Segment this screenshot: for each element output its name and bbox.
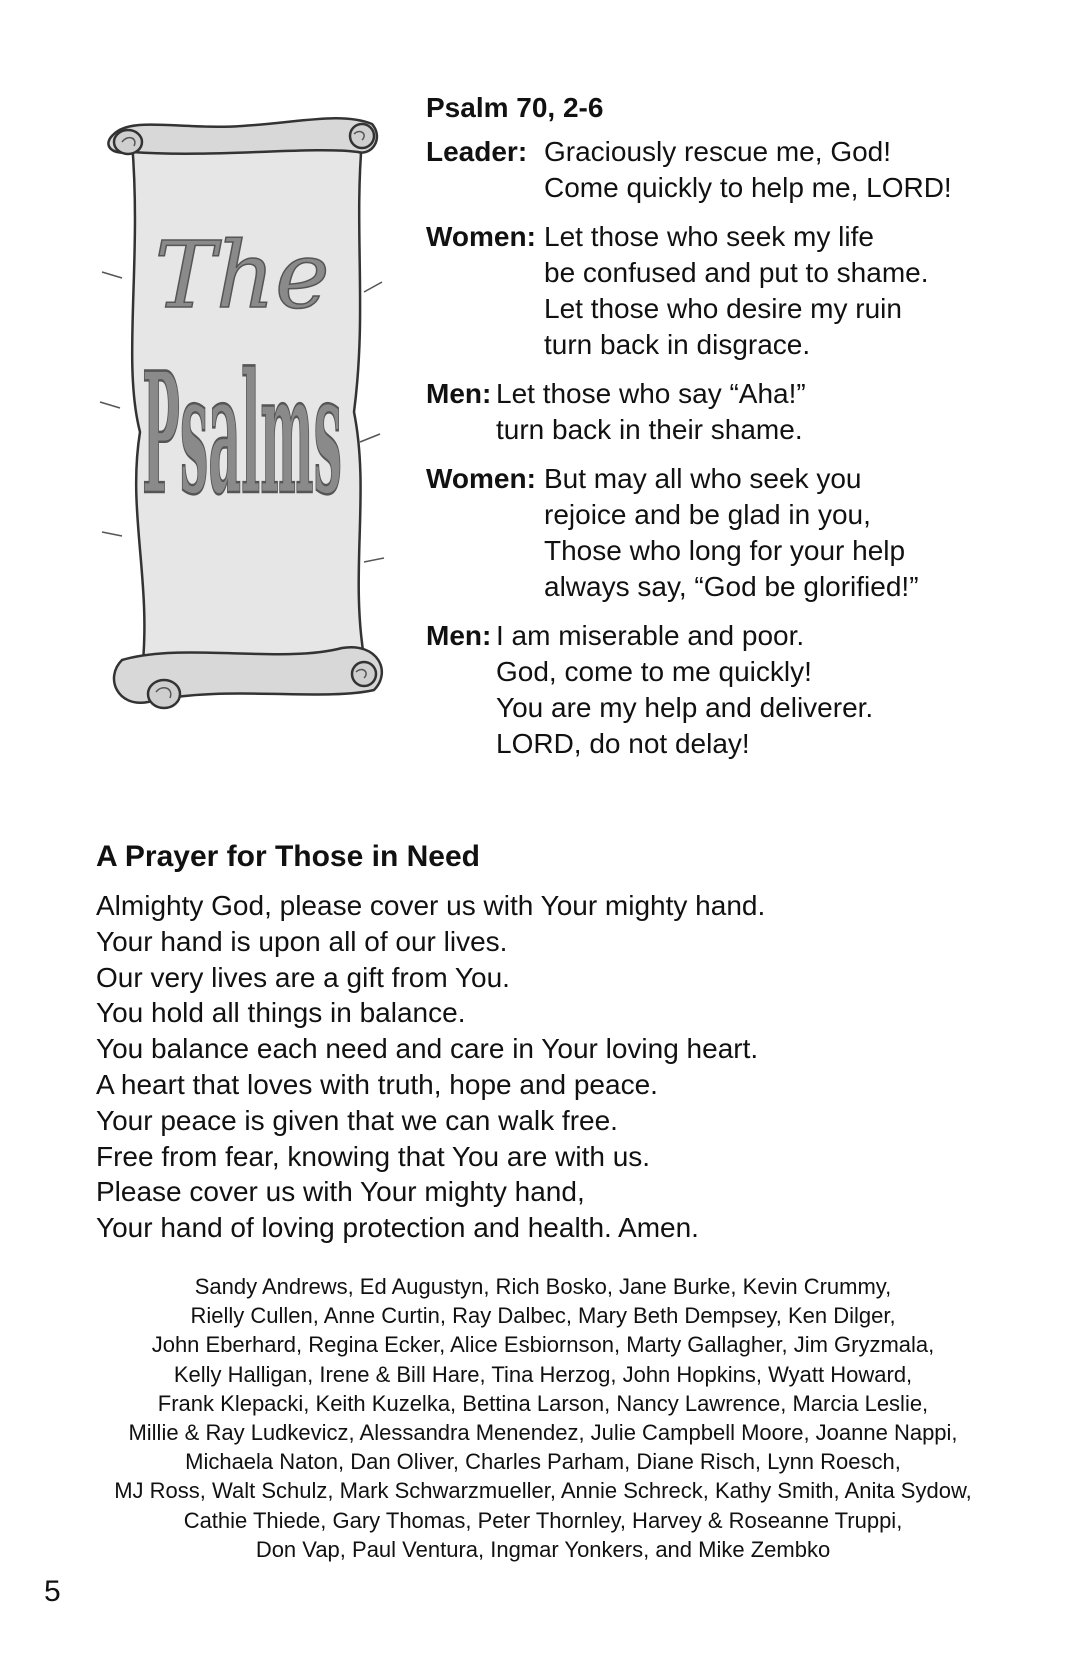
stanza-line: Come quickly to help me, LORD! — [544, 172, 952, 203]
stanza-role: Leader: — [426, 136, 528, 167]
names-line: Kelly Halligan, Irene & Bill Hare, Tina Herzog, John Hopkins, Wyatt Howard, — [173, 1361, 913, 1387]
stanza-line: LORD, do not delay! — [496, 728, 750, 759]
prayer-line: Your hand of loving protection and health. Amen. — [96, 1212, 699, 1244]
scroll-title-psalms: Psalms — [142, 337, 342, 533]
stanza-line: Those who long for your help — [544, 535, 906, 566]
prayer-line: Your peace is given that we can walk free. — [96, 1104, 618, 1136]
stanza-women — [426, 461, 1066, 605]
stanza-line: God, come to me quickly! — [496, 656, 812, 687]
stanza-line: be confused and put to shame. — [544, 257, 929, 288]
stanza-role: Women: — [426, 221, 536, 252]
prayer-line: A heart that loves with truth, hope and peace. — [96, 1068, 658, 1100]
stanza-line: Graciously rescue me, God! — [544, 136, 892, 167]
stanza-men — [426, 618, 1066, 762]
prayer-line: Please cover us with Your mighty hand, — [96, 1176, 585, 1208]
stanza-line: Let those who seek my life — [544, 221, 874, 252]
prayer-names-list — [40, 1272, 1046, 1564]
stanza-line: always say, “God be glorified!” — [544, 571, 919, 602]
prayer-line: Almighty God, please cover us with Your mighty hand. — [96, 890, 766, 921]
stanza-line: Let those who say “Aha!” — [496, 378, 806, 409]
stanza-leader — [426, 134, 1066, 206]
names-line: Rielly Cullen, Anne Curtin, Ray Dalbec, Mary Beth Dempsey, Ken Dilger, — [190, 1303, 896, 1329]
names-line: John Eberhard, Regina Ecker, Alice Esbiornson, Marty Gallagher, Jim Gryzmala, — [151, 1332, 935, 1358]
names-line: Sandy Andrews, Ed Augustyn, Rich Bosko, Jane Burke, Kevin Crummy, — [194, 1274, 892, 1299]
psalm-reading — [426, 90, 1066, 775]
stanza-men — [426, 376, 1066, 448]
stanza-role: Men: — [426, 378, 492, 409]
names-line: Frank Klepacki, Keith Kuzelka, Bettina Larson, Nancy Lawrence, Marcia Leslie, — [157, 1390, 929, 1416]
names-line: MJ Ross, Walt Schulz, Mark Schwarzmueller, Annie Schreck, Kathy Smith, Anita Sydow, — [114, 1478, 972, 1504]
stanza-line: rejoice and be glad in you, — [544, 499, 871, 530]
stanza-line: turn back in their shame. — [496, 414, 803, 445]
stanza-line: You are my help and deliverer. — [496, 692, 874, 723]
names-line: Michaela Naton, Dan Oliver, Charles Parham, Diane Risch, Lynn Roesch, — [185, 1449, 901, 1475]
names-line: Cathie Thiede, Gary Thomas, Peter Thornley, Harvey & Roseanne Truppi, — [183, 1507, 903, 1533]
names-line: Millie & Ray Ludkevicz, Alessandra Menendez, Julie Campbell Moore, Joanne Nappi, — [128, 1420, 958, 1446]
names-line: Don Vap, Paul Ventura, Ingmar Yonkers, and Mike Zembko — [255, 1536, 831, 1562]
stanza-role: Women: — [426, 463, 536, 494]
stanza-line: Let those who desire my ruin — [544, 293, 902, 324]
stanza-line: But may all who seek you — [544, 463, 862, 494]
stanza-women — [426, 219, 1066, 363]
psalm-title: Psalm 70, 2-6 — [426, 92, 604, 123]
stanza-line: turn back in disgrace. — [544, 329, 811, 360]
prayer-section — [96, 838, 1056, 1246]
stanza-role: Men: — [426, 620, 492, 651]
prayer-title: A Prayer for Those in Need — [96, 840, 480, 873]
psalms-scroll-illustration — [92, 112, 397, 722]
prayer-line: You balance each need and care in Your loving heart. — [96, 1033, 759, 1065]
stanza-line: I am miserable and poor. — [496, 620, 805, 651]
page-number: 5 — [44, 1575, 61, 1608]
prayer-line: Free from fear, knowing that You are with us. — [96, 1140, 651, 1172]
prayer-line: Our very lives are a gift from You. — [96, 961, 510, 993]
prayer-line: Your hand is upon all of our lives. — [96, 925, 508, 957]
prayer-text — [96, 888, 1056, 1246]
prayer-line: You hold all things in balance. — [96, 997, 466, 1029]
scroll-title-the: The — [154, 222, 330, 329]
